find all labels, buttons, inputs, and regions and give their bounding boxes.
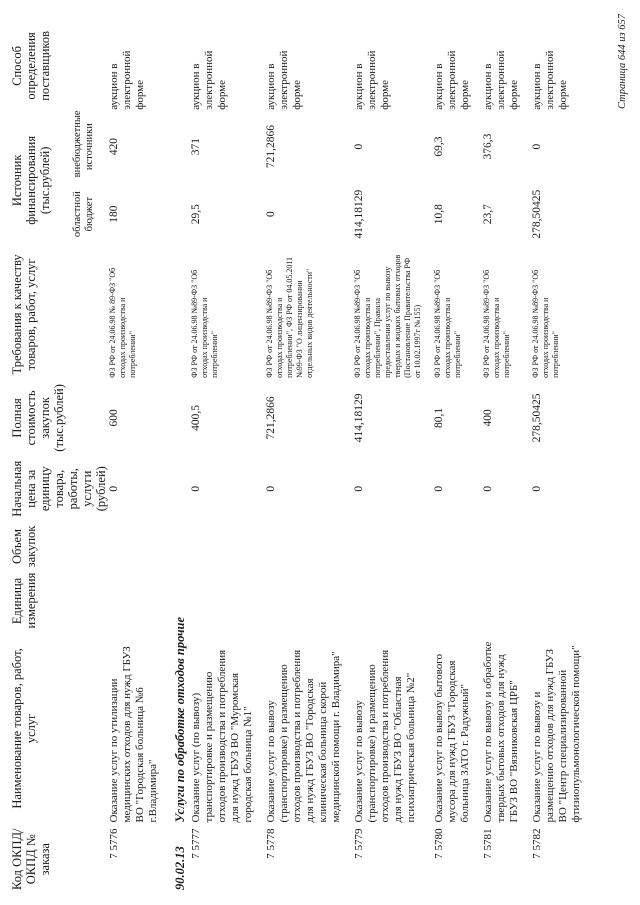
total-cell: 278,50425 <box>531 393 543 443</box>
regional-funding-cell: 0 <box>265 211 277 218</box>
volume-cell <box>265 523 353 571</box>
method-cell: аукцион в электронной форме <box>108 50 146 110</box>
unit-price-cell: 0 <box>190 485 202 492</box>
unit-price-cell: 0 <box>265 485 277 492</box>
unit-price-cell: 0 <box>433 485 445 492</box>
total-cell: 80,1 <box>433 407 445 428</box>
header-code: Код ОКПД/ ОКПД № заказа <box>10 828 52 890</box>
total-cell: 400 <box>482 409 494 427</box>
code-cell: 7 5780 <box>433 828 445 859</box>
regional-funding-cell: 23,7 <box>482 204 494 225</box>
regional-funding-cell: 278,50425 <box>531 189 543 239</box>
requirements-cell: ФЗ РФ от 24.06.98 № 89-ФЗ "Об отходах производства и потреблении" <box>108 267 137 378</box>
extra-funding-cell: 721,2866 <box>265 125 277 169</box>
unit-cell <box>353 570 433 631</box>
regional-funding-cell: 414,18129 <box>353 189 365 239</box>
unit-cell <box>482 570 531 631</box>
method-cell: аукцион в электронной форме <box>353 50 391 110</box>
requirements-cell: ФЗ РФ от 24.06.98 №89-ФЗ "Об отходах производства и потреблении" <box>433 269 462 378</box>
code-cell: 7 5777 <box>190 828 202 859</box>
method-cell: аукцион в электронной форме <box>265 50 303 110</box>
header-funding-extra: внебюджетные источники <box>72 110 96 178</box>
code-cell: 7 5776 <box>108 828 120 859</box>
volume-cell <box>190 523 265 571</box>
regional-funding-cell: 10,8 <box>433 204 445 225</box>
extra-funding-cell: 376,3 <box>482 133 494 160</box>
header-volume: Объем закупок <box>10 525 38 568</box>
volume-cell <box>531 523 593 571</box>
method-cell: аукцион в электронной форме <box>482 50 520 110</box>
unit-cell <box>433 570 482 631</box>
method-cell: аукцион в электронной форме <box>531 50 569 110</box>
extra-funding-cell: 0 <box>531 143 543 150</box>
regional-funding-cell: 29,5 <box>190 204 202 225</box>
unit-cell <box>190 570 265 631</box>
name-cell: Оказание услуг по утилизации медицинских отходов для нужд ГБУЗ ВО "Городская больница №6 г.Владимира" <box>108 646 159 823</box>
table-row <box>482 19 531 893</box>
section-body <box>170 19 190 893</box>
unit-cell <box>108 570 170 631</box>
header-requirements: Требования к качеству товаров, работ, услуг <box>10 254 38 375</box>
section-title-cell <box>170 19 190 825</box>
unit-cell <box>265 570 353 631</box>
extra-funding-cell: 69,3 <box>433 136 445 157</box>
table-body-before <box>108 19 170 893</box>
table-row <box>265 19 353 893</box>
volume-cell <box>433 523 482 571</box>
name-cell: Оказание услуг по вывозу (транспортировке) и размещению отходов производства и потребления для нужд ГБУЗ ВО "Городская клиническая больница скорой медицинской помощи г. Владимира" <box>265 649 342 823</box>
method-cell: аукцион в электронной форме <box>433 50 471 110</box>
unit-cell <box>531 570 593 631</box>
section-code-cell <box>170 825 190 893</box>
page-number: Страница 644 из 657 <box>617 14 628 110</box>
table-row <box>531 19 593 893</box>
section-code: 90.02.13 <box>173 846 187 890</box>
extra-funding-cell: 371 <box>190 137 202 156</box>
header-funding-regional: областной бюджет <box>72 191 96 238</box>
volume-cell <box>353 523 433 571</box>
unit-price-cell: 0 <box>531 485 543 492</box>
unit-price-cell: 0 <box>482 485 494 492</box>
unit-price-cell: 0 <box>353 485 365 492</box>
unit-price-cell: 0 <box>108 485 120 492</box>
header-unit: Единица измерения <box>10 572 38 629</box>
total-cell: 600 <box>108 409 120 427</box>
section-title: Услуги по обработке отходов прочие <box>173 616 187 823</box>
requirements-cell: ФЗ РФ от 24.06.98 №89-ФЗ "Об отходах производства и потреблении", Правила предоставления услуг по вывозу твердых и жидких бытовых отходов (Постановление Правительства РФ от 10.02.1997г №155) <box>353 254 422 378</box>
total-cell: 414,18129 <box>353 393 365 443</box>
extra-funding-cell: 0 <box>353 143 365 150</box>
requirements-cell: ФЗ РФ от 24.06.98 №89-ФЗ "Об отходах производства и потреблении" <box>482 269 511 378</box>
code-cell: 7 5778 <box>265 828 277 859</box>
volume-cell <box>108 523 170 571</box>
requirements-cell: ФЗ РФ от 24.06.98 №89-ФЗ "Об отходах производства и потреблении" <box>190 269 219 378</box>
total-cell: 400,5 <box>190 404 202 431</box>
method-cell: аукцион в электронной форме <box>190 50 228 110</box>
header-name: Наименование товаров, работ, услуг <box>10 648 38 809</box>
table-row <box>433 19 482 893</box>
volume-cell <box>482 523 531 571</box>
code-cell: 7 5779 <box>353 828 365 859</box>
name-cell: Оказание услуг по вывозу и обработке твердых бытовых отходов для нужд ГБУЗ ВО "Вязниковская ЦРБ" <box>482 641 520 823</box>
name-cell: Оказание услуг по вывозу бытового мусора для нужд ГБУЗ "Городская больница ЗАТО г. Радужный" <box>433 653 471 823</box>
header-total: Полная стоимость закупок (тыс.рублей) <box>10 384 66 452</box>
requirements-cell: ФЗ РФ от 24.06.98 №89-ФЗ "Об отходах производства и потреблении" <box>531 269 560 378</box>
requirements-cell: ФЗ РФ от 24.06.98 №89-ФЗ "Об отходах производства и потреблении", ФЗ РФ от 04.05.2011 №99-ФЗ "О лицензировании отдельных видов деятельности" <box>265 256 314 378</box>
section-row <box>170 19 190 893</box>
name-cell: Оказание услуг по вывозу и размещению отходов для нужд ГБУЗ ВО "Центр специализированной фтизиопульмонологической помощи" <box>531 645 582 823</box>
procurement-table <box>10 19 593 893</box>
name-cell: Оказание услуг по вывозу (транспортировке) и размещению отходов производства и потребления для нужд ГБУЗ ВО "Областная психиатрическая больница №2" <box>353 649 417 823</box>
header-funding: Источник финансирования (тыс.рублей) <box>10 135 52 225</box>
table-row <box>353 19 433 893</box>
code-cell: 7 5781 <box>482 828 494 859</box>
code-cell: 7 5782 <box>531 828 543 859</box>
extra-funding-cell: 420 <box>108 137 120 156</box>
table-row <box>190 19 265 893</box>
header-unit-price: Начальная цена за единицу товара, работы, услуги (рублей) <box>10 460 108 517</box>
total-cell: 721,2866 <box>265 396 277 440</box>
table-body-after <box>190 19 593 893</box>
regional-funding-cell: 180 <box>108 205 120 223</box>
name-cell: Оказание услуг (по вывозу) транспортировке и размещению отходов производства и потребления для нужд ГБУЗ ВО "Муромская городская больница №1" <box>190 649 254 823</box>
table-row <box>108 19 170 893</box>
header-method: Способ определения поставщиков <box>10 31 52 101</box>
